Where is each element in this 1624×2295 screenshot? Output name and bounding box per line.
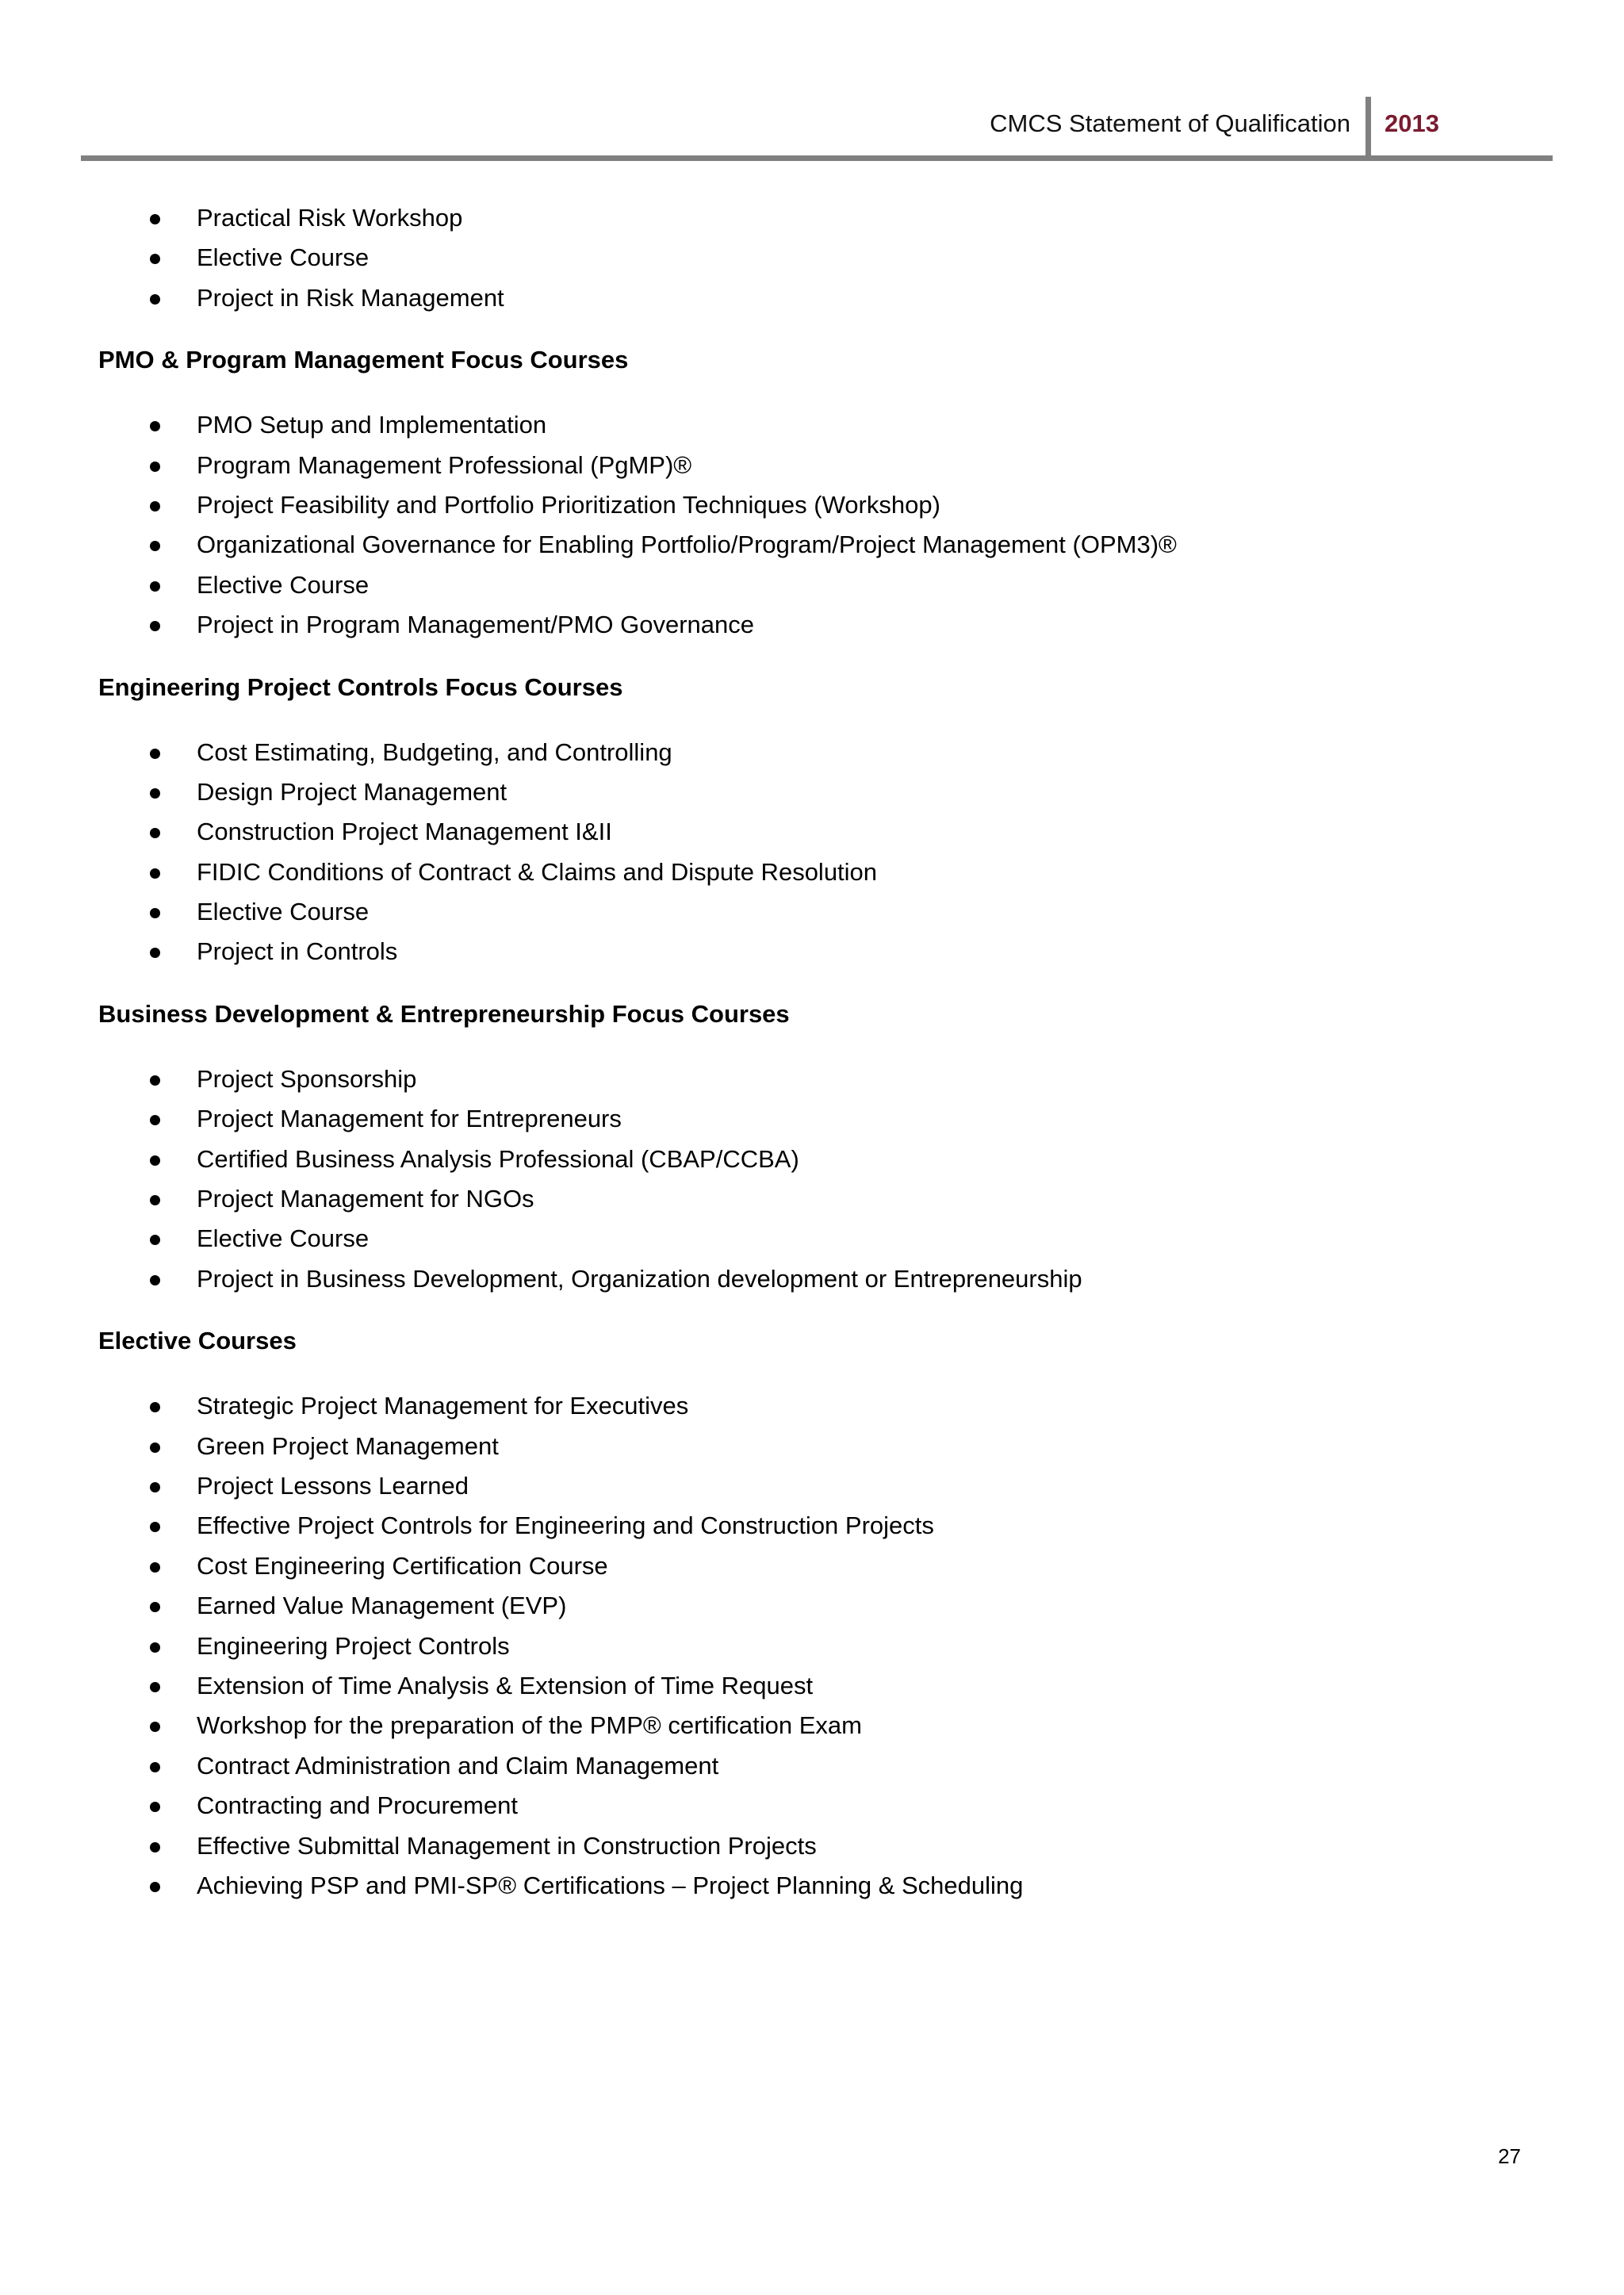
list-item	[0, 1263, 1624, 1303]
list-item-text: Project in Business Development, Organization development or Entrepreneurship	[197, 1264, 1082, 1293]
bullet-icon	[150, 1762, 160, 1772]
bullet-icon	[150, 581, 160, 592]
bullet-icon	[150, 1642, 160, 1653]
intro-course-list	[0, 202, 1624, 322]
bullet-icon	[150, 1275, 160, 1285]
list-item-text: FIDIC Conditions of Contract & Claims and Dispute Resolution	[197, 857, 878, 886]
list-item-text: Project in Program Management/PMO Governance	[197, 611, 754, 639]
list-item-text: Construction Project Management I&II	[197, 818, 612, 846]
bullet-icon	[150, 1882, 160, 1892]
list-item	[0, 1144, 1624, 1183]
bullet-icon	[150, 788, 160, 799]
bullet-icon	[150, 868, 160, 879]
bullet-icon	[150, 1562, 160, 1573]
list-item-text: Project in Risk Management	[197, 283, 504, 312]
course-list	[0, 1390, 1624, 1910]
course-section	[0, 1325, 1624, 1910]
bullet-icon	[150, 1842, 160, 1852]
list-item-text: Achieving PSP and PMI-SP® Certifications – Project Planning & Scheduling	[197, 1871, 1024, 1899]
list-item	[0, 569, 1624, 609]
list-item	[0, 242, 1624, 282]
bullet-icon	[150, 1195, 160, 1205]
list-item-text: Contract Administration and Claim Management	[197, 1751, 719, 1780]
bullet-icon	[150, 1402, 160, 1412]
bullet-icon	[150, 462, 160, 472]
list-item-text: Cost Engineering Certification Course	[197, 1551, 608, 1580]
bullet-icon	[150, 1115, 160, 1125]
list-item-text: Elective Course	[197, 898, 370, 926]
section-heading: PMO & Program Management Focus Courses	[98, 346, 629, 374]
bullet-icon	[150, 1602, 160, 1612]
list-item	[0, 1063, 1624, 1103]
bullet-icon	[150, 1802, 160, 1812]
bullet-icon	[150, 1522, 160, 1532]
list-item	[0, 1790, 1624, 1829]
list-item-text: Elective Course	[197, 243, 370, 272]
list-item-text: Earned Value Management (EVP)	[197, 1592, 567, 1620]
list-item	[0, 1183, 1624, 1223]
document-body	[0, 202, 1624, 1910]
list-item	[0, 450, 1624, 489]
list-item-text: Project Feasibility and Portfolio Prioritization Techniques (Workshop)	[197, 490, 940, 519]
list-item-text: PMO Setup and Implementation	[197, 411, 547, 439]
list-item	[0, 1470, 1624, 1510]
list-item-text: Green Project Management	[197, 1431, 499, 1460]
course-section	[0, 672, 1624, 976]
bullet-icon	[150, 294, 160, 305]
header-title: CMCS Statement of Qualification	[990, 109, 1350, 137]
page-header	[0, 0, 1624, 167]
list-item-text: Organizational Governance for Enabling Portfolio/Program/Project Management (OPM3)®	[197, 531, 1177, 559]
bullet-icon	[150, 541, 160, 551]
list-item-text: Effective Project Controls for Engineering and Construction Projects	[197, 1511, 934, 1540]
list-item	[0, 489, 1624, 529]
list-item	[0, 1223, 1624, 1262]
course-section	[0, 344, 1624, 649]
list-item	[0, 896, 1624, 936]
list-item	[0, 1103, 1624, 1143]
list-item	[0, 1550, 1624, 1590]
bullet-icon	[150, 828, 160, 838]
list-item	[0, 776, 1624, 816]
course-list	[0, 409, 1624, 649]
list-item	[0, 409, 1624, 449]
list-item-text: Project in Controls	[197, 937, 398, 966]
section-heading: Elective Courses	[98, 1327, 297, 1355]
bullet-icon	[150, 254, 160, 264]
list-item	[0, 1870, 1624, 1910]
list-item-text: Contracting and Procurement	[197, 1791, 518, 1820]
list-item	[0, 1431, 1624, 1470]
course-sections	[0, 344, 1624, 1910]
list-item-text: Extension of Time Analysis & Extension of Time Request	[197, 1671, 814, 1699]
list-item-text: Elective Course	[197, 1224, 370, 1253]
list-item	[0, 282, 1624, 322]
bullet-icon	[150, 214, 160, 224]
header-rule	[81, 155, 1553, 161]
course-list	[0, 1063, 1624, 1303]
list-item-text: Project Lessons Learned	[197, 1471, 469, 1500]
list-item	[0, 1830, 1624, 1870]
bullet-icon	[150, 421, 160, 431]
list-item	[0, 202, 1624, 242]
list-item-text: Project Management for Entrepreneurs	[197, 1105, 622, 1133]
list-item-text: Program Management Professional (PgMP)®	[197, 450, 692, 479]
list-item-text: Elective Course	[197, 570, 370, 599]
list-item-text: Certified Business Analysis Professional (CBAP/CCBA)	[197, 1144, 799, 1173]
list-item	[0, 529, 1624, 569]
list-item-text: Project Management for NGOs	[197, 1185, 534, 1213]
page-number: 27	[1498, 2144, 1521, 2168]
section-heading: Business Development & Entrepreneurship Focus Courses	[98, 999, 790, 1028]
list-item-text: Design Project Management	[197, 777, 508, 806]
list-item	[0, 1590, 1624, 1630]
bullet-icon	[150, 749, 160, 759]
list-item	[0, 1630, 1624, 1670]
bullet-icon	[150, 1443, 160, 1453]
bullet-icon	[150, 1235, 160, 1245]
list-item	[0, 816, 1624, 856]
header-year: 2013	[1385, 109, 1439, 137]
bullet-icon	[150, 501, 160, 511]
bullet-icon	[150, 1682, 160, 1692]
bullet-icon	[150, 1482, 160, 1492]
section-heading: Engineering Project Controls Focus Courses	[98, 672, 623, 701]
list-item	[0, 609, 1624, 649]
list-item	[0, 1670, 1624, 1710]
list-item-text: Strategic Project Management for Executives	[197, 1392, 689, 1420]
bullet-icon	[150, 908, 160, 918]
list-item	[0, 1750, 1624, 1790]
course-section	[0, 998, 1624, 1303]
list-item	[0, 1710, 1624, 1749]
list-item	[0, 1390, 1624, 1430]
list-item	[0, 737, 1624, 776]
bullet-icon	[150, 621, 160, 631]
list-item-text: Cost Estimating, Budgeting, and Controlling	[197, 738, 672, 766]
header-divider	[1365, 97, 1371, 159]
bullet-icon	[150, 1722, 160, 1732]
list-item	[0, 936, 1624, 975]
bullet-icon	[150, 1075, 160, 1086]
list-item-text: Effective Submittal Management in Construction Projects	[197, 1831, 817, 1860]
list-item-text: Project Sponsorship	[197, 1064, 417, 1093]
list-item-text: Workshop for the preparation of the PMP® certification Exam	[197, 1711, 862, 1740]
bullet-icon	[150, 1155, 160, 1166]
list-item-text: Engineering Project Controls	[197, 1631, 510, 1660]
list-item-text: Practical Risk Workshop	[197, 204, 463, 232]
list-item	[0, 856, 1624, 896]
course-list	[0, 737, 1624, 976]
bullet-icon	[150, 948, 160, 958]
list-item	[0, 1510, 1624, 1550]
